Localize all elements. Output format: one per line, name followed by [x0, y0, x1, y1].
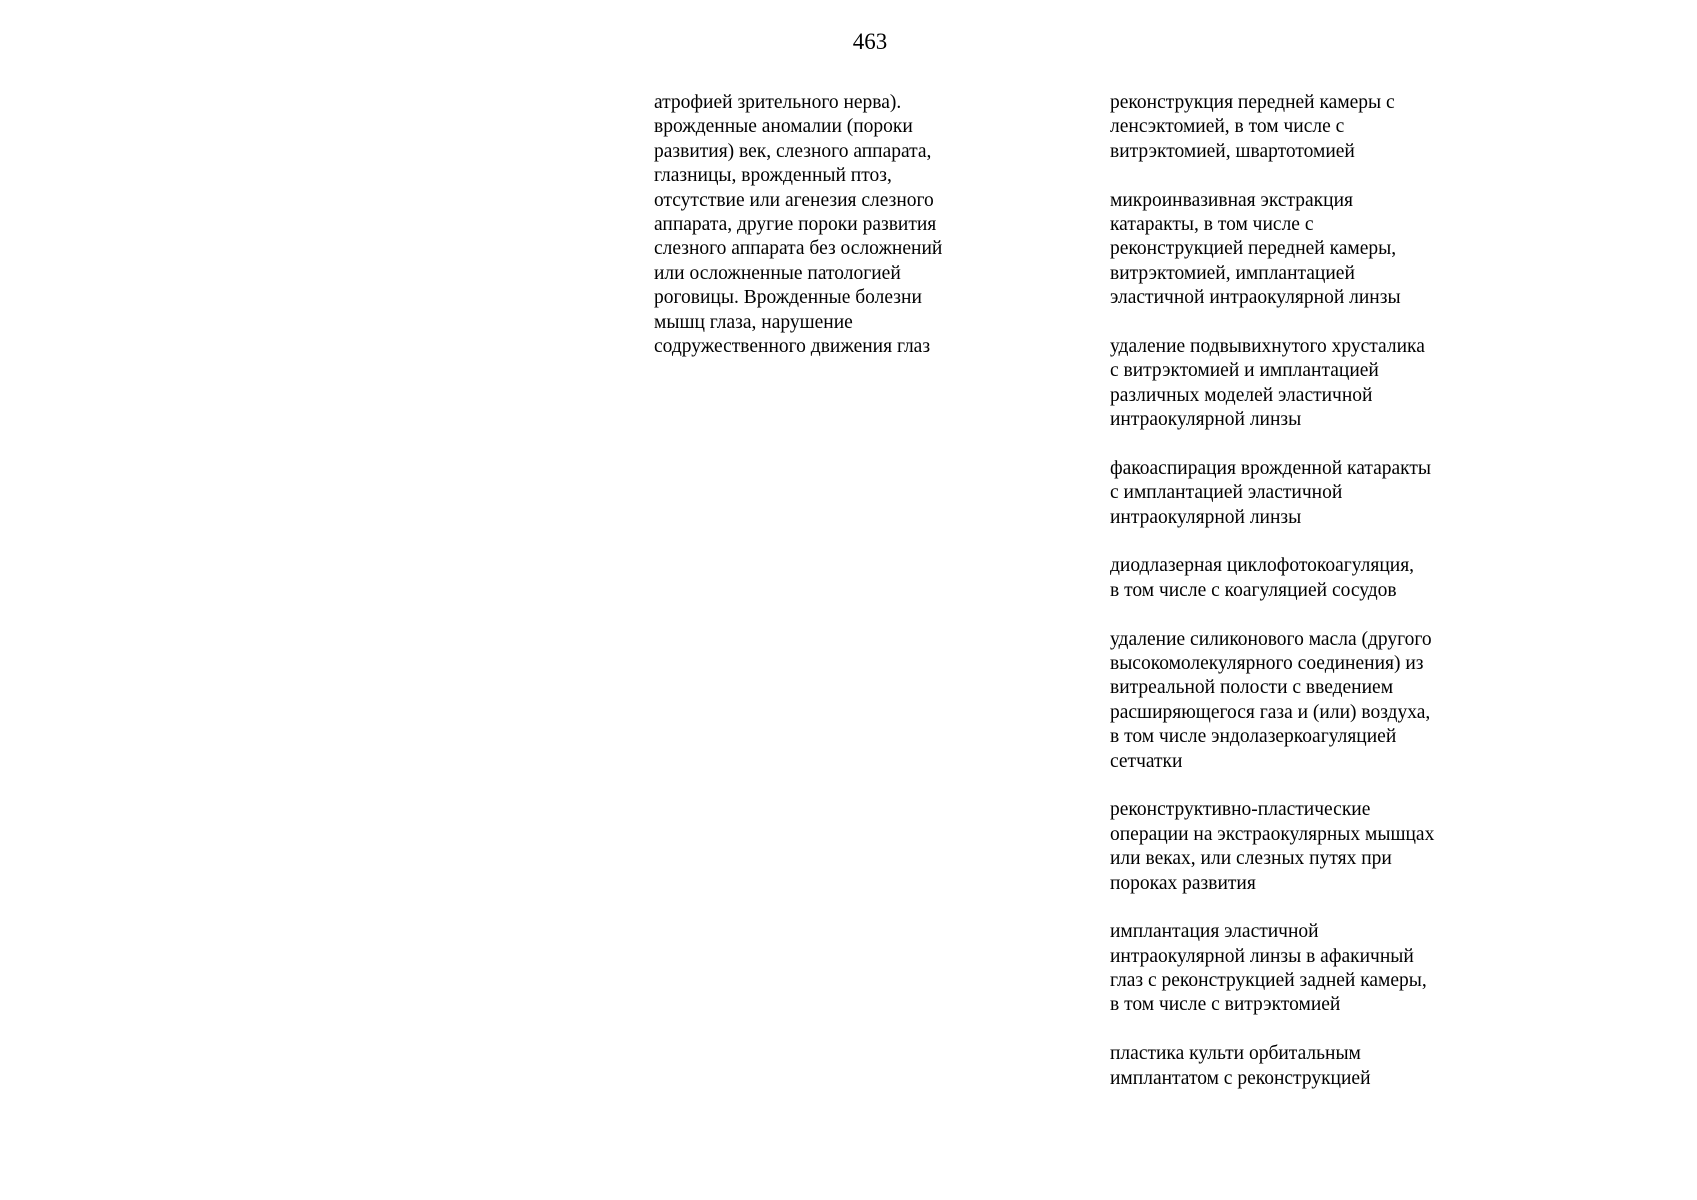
text-line: или веках, или слезных путях при	[1110, 848, 1392, 870]
text-line: витрэктомией, швартотомией	[1110, 140, 1355, 162]
text-line: мышц глаза, нарушение	[654, 311, 853, 333]
text-line: или осложненные патологией	[654, 262, 901, 284]
text-line: глазницы, врожденный птоз,	[654, 165, 892, 187]
text-line: реконструкция передней камеры с	[1110, 92, 1395, 113]
text-line: диодлазерная циклофотокоагуляция,	[1110, 555, 1415, 577]
treatment-paragraph	[1110, 335, 1434, 433]
text-line: витреальной полости с введением	[1110, 677, 1394, 699]
treatment-paragraph	[1110, 628, 1434, 774]
text-line: катаракты, в том числе с	[1110, 213, 1314, 235]
text-line: ленсэктомией, в том числе с	[1110, 116, 1345, 138]
text-line: пороках развития	[1110, 872, 1256, 894]
text-line: с витрэктомией и имплантацией	[1110, 360, 1379, 382]
treatment-paragraph	[1110, 1042, 1434, 1091]
text-line: сетчатки	[1110, 750, 1183, 772]
text-line: интраокулярной линзы	[1110, 409, 1302, 431]
text-line: реконструкцией передней камеры,	[1110, 238, 1397, 260]
treatment-paragraph	[1110, 91, 1434, 164]
text-line: витрэктомией, имплантацией	[1110, 262, 1355, 284]
text-line: отсутствие или агенезия слезного	[654, 189, 934, 211]
text-line: развития) век, слезного аппарата,	[654, 140, 932, 162]
text-line: факоаспирация врожденной катаракты	[1110, 457, 1432, 479]
text-line: атрофией зрительного нерва).	[654, 92, 902, 113]
text-line: интраокулярной линзы	[1110, 506, 1302, 528]
treatment-paragraph	[1110, 920, 1434, 1018]
text-line: интраокулярной линзы в афакичный	[1110, 945, 1414, 967]
text-line: с имплантацией эластичной	[1110, 482, 1343, 504]
text-line: слезного аппарата без осложнений	[654, 238, 943, 260]
treatment-paragraph	[1110, 189, 1434, 311]
text-line: различных моделей эластичной	[1110, 384, 1373, 406]
text-line: высокомолекулярного соединения) из	[1110, 652, 1424, 674]
text-line: операции на экстраокулярных мышцах	[1110, 823, 1435, 845]
text-line: глаз с реконструкцией задней камеры,	[1110, 970, 1427, 992]
treatment-column	[1110, 91, 1434, 1115]
text-line: роговицы. Врожденные болезни	[654, 287, 922, 309]
text-line: удаление силиконового масла (другого	[1110, 628, 1432, 650]
text-line: пластика культи орбитальным	[1110, 1043, 1361, 1065]
text-line: реконструктивно-пластические	[1110, 799, 1371, 821]
treatment-paragraph	[1110, 554, 1434, 603]
treatment-paragraph	[1110, 798, 1434, 896]
text-line: в том числе эндолазеркоагуляцией	[1110, 726, 1397, 748]
text-line: аппарата, другие пороки развития	[654, 213, 937, 235]
page-number: 463	[852, 29, 888, 54]
text-line: расширяющегося газа и (или) воздуха,	[1110, 701, 1431, 723]
diagnosis-column	[654, 91, 942, 359]
text-line: врожденные аномалии (пороки	[654, 116, 913, 138]
text-line: микроинвазивная экстракция	[1110, 189, 1353, 211]
text-line: в том числе с витрэктомией	[1110, 994, 1341, 1016]
text-line: имплантатом с реконструкцией	[1110, 1067, 1371, 1089]
text-line: удаление подвывихнутого хрусталика	[1110, 335, 1425, 357]
text-line: в том числе с коагуляцией сосудов	[1110, 579, 1397, 601]
text-line: эластичной интраокулярной линзы	[1110, 287, 1401, 309]
text-line: имплантация эластичной	[1110, 921, 1319, 943]
treatment-paragraph	[1110, 457, 1434, 530]
text-line: содружественного движения глаз	[654, 335, 931, 357]
